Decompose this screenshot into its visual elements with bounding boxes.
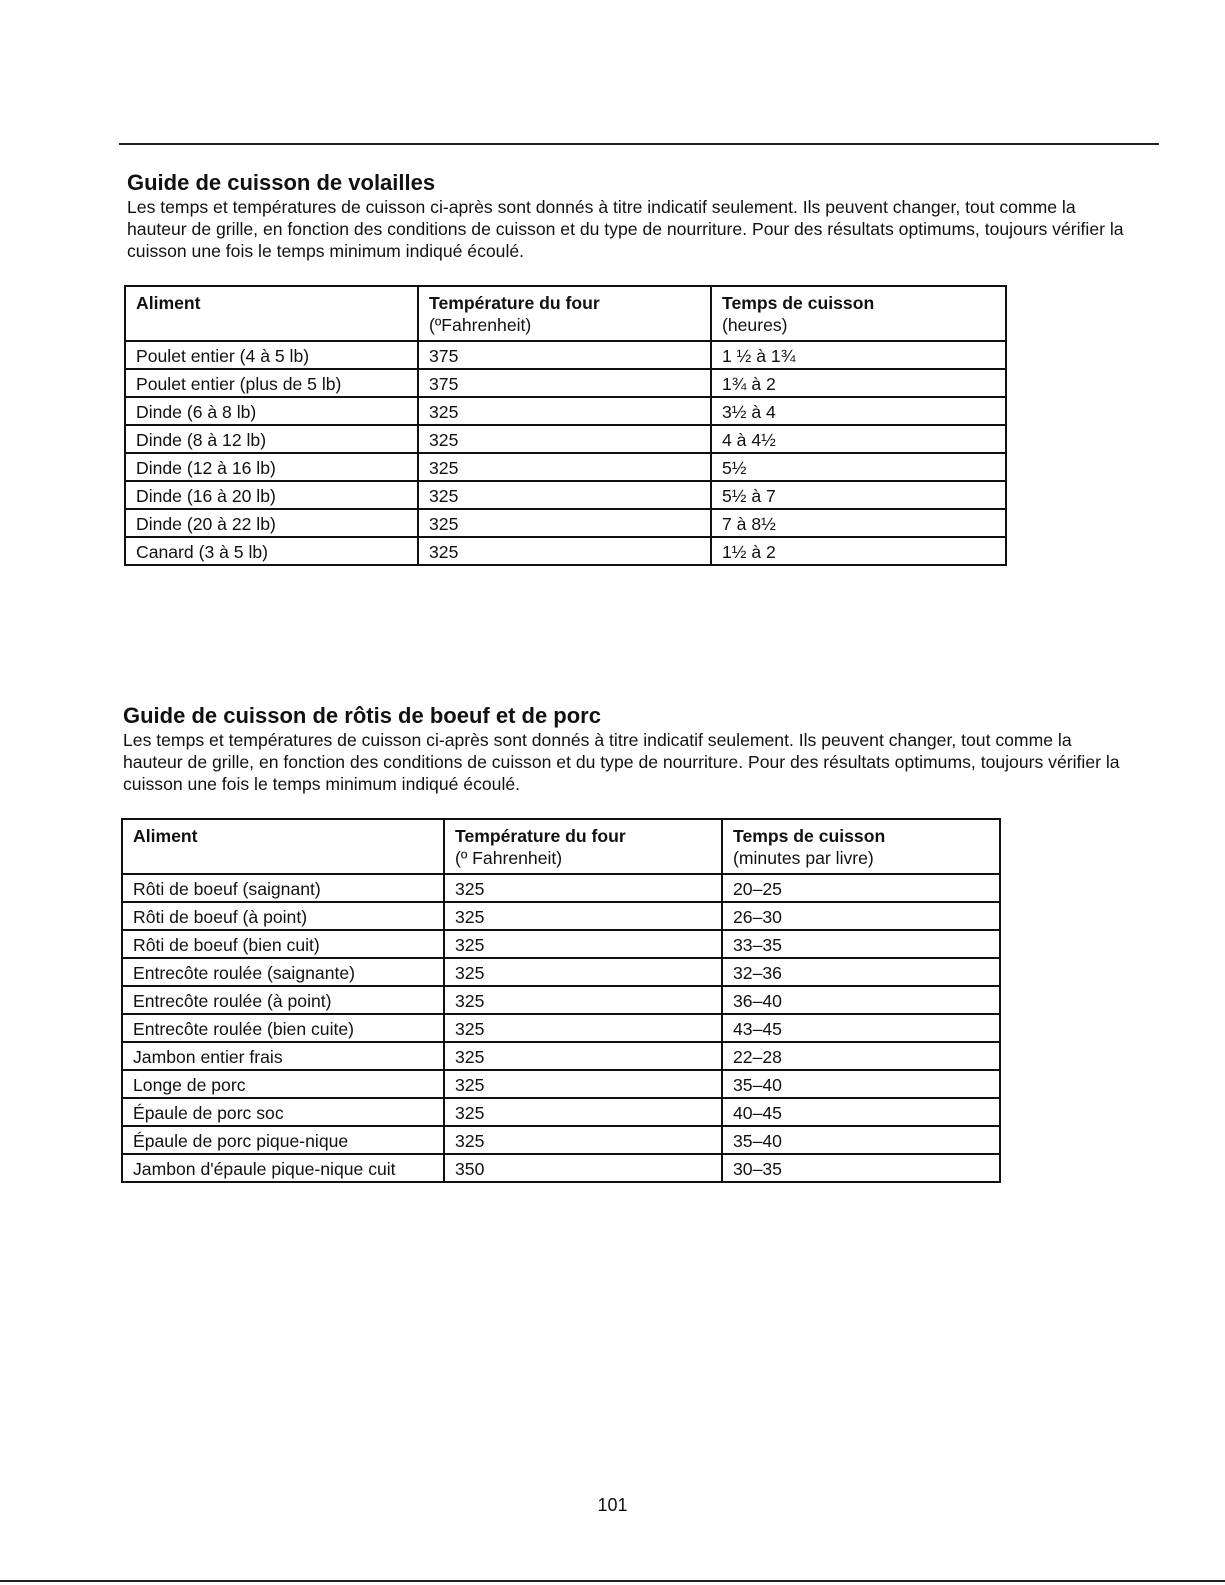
column-header-unit: (minutes par livre) xyxy=(733,848,874,868)
page-number: 101 xyxy=(597,1495,628,1515)
table-cell: Entrecôte roulée (saignante) xyxy=(122,958,444,986)
table-row xyxy=(122,1014,1000,1042)
column-header-label: Température du four xyxy=(429,293,600,313)
table-cell: 3½ à 4 xyxy=(711,397,1006,425)
table-cell: 22–28 xyxy=(722,1042,1000,1070)
column-header xyxy=(122,819,444,874)
table-row xyxy=(125,341,1006,369)
table-row xyxy=(125,509,1006,537)
column-header-label: Température du four xyxy=(455,826,626,846)
table-cell: Épaule de porc pique-nique xyxy=(122,1126,444,1154)
column-header-unit: (º Fahrenheit) xyxy=(455,848,563,868)
table-row xyxy=(122,930,1000,958)
poultry-title: Guide de cuisson de volailles xyxy=(127,170,436,195)
table-cell: 325 xyxy=(444,902,722,930)
table-row xyxy=(125,453,1006,481)
table-header-row xyxy=(122,819,1000,874)
table-row xyxy=(122,1070,1000,1098)
table-cell: 1 ½ à 1¾ xyxy=(711,341,1006,369)
column-header xyxy=(418,286,711,341)
table-cell: 325 xyxy=(444,1126,722,1154)
roasts-title: Guide de cuisson de rôtis de boeuf et de porc xyxy=(123,703,601,728)
table-cell: 325 xyxy=(444,1098,722,1126)
table-cell: 325 xyxy=(418,453,711,481)
table-row xyxy=(125,481,1006,509)
poultry-table xyxy=(124,285,1007,566)
column-header xyxy=(444,819,722,874)
table-cell: 32–36 xyxy=(722,958,1000,986)
table-cell: 20–25 xyxy=(722,874,1000,902)
table-cell: 325 xyxy=(444,930,722,958)
column-header xyxy=(711,286,1006,341)
table-row xyxy=(122,1098,1000,1126)
table-cell: 36–40 xyxy=(722,986,1000,1014)
table-cell: 325 xyxy=(444,1014,722,1042)
table-cell: 5½ à 7 xyxy=(711,481,1006,509)
table-cell: 375 xyxy=(418,369,711,397)
table-header-row xyxy=(125,286,1006,341)
table-row xyxy=(122,986,1000,1014)
table-row xyxy=(122,902,1000,930)
table-row xyxy=(125,397,1006,425)
table-cell: 375 xyxy=(418,341,711,369)
table-cell: 43–45 xyxy=(722,1014,1000,1042)
column-header xyxy=(722,819,1000,874)
table-row xyxy=(122,1126,1000,1154)
table-cell: Entrecôte roulée (à point) xyxy=(122,986,444,1014)
top-divider xyxy=(119,143,1159,145)
table-cell: Dinde (12 à 16 lb) xyxy=(125,453,418,481)
table-row xyxy=(122,1154,1000,1182)
table-row xyxy=(122,958,1000,986)
table-cell: 4 à 4½ xyxy=(711,425,1006,453)
table-cell: Dinde (16 à 20 lb) xyxy=(125,481,418,509)
column-header-unit: (heures) xyxy=(722,315,788,335)
table-cell: Dinde (20 à 22 lb) xyxy=(125,509,418,537)
table-cell: Canard (3 à 5 lb) xyxy=(125,537,418,565)
poultry-intro: Les temps et températures de cuisson ci-après sont donnés à titre indicatif seulement. Ils peuvent changer, tout comme la hauteur de grille, en fonction des conditions de cuisson et du type de nourriture. Pour des résultats optimums, toujours vérifier la cuisson une fois le temps minimum indiqué écoulé. xyxy=(127,197,1124,261)
column-header-label: Temps de cuisson xyxy=(733,826,886,846)
table-cell: Poulet entier (4 à 5 lb) xyxy=(125,341,418,369)
table-cell: 1½ à 2 xyxy=(711,537,1006,565)
table-cell: 325 xyxy=(444,1042,722,1070)
table-cell: Rôti de boeuf (à point) xyxy=(122,902,444,930)
column-header-label: Temps de cuisson xyxy=(722,293,875,313)
table-row xyxy=(125,369,1006,397)
roasts-intro: Les temps et températures de cuisson ci-après sont donnés à titre indicatif seulement. Ils peuvent changer, tout comme la hauteur de grille, en fonction des conditions de cuisson et du type de nourriture. Pour des résultats optimums, toujours vérifier la cuisson une fois le temps minimum indiqué écoulé. xyxy=(123,730,1120,794)
column-header xyxy=(125,286,418,341)
table-cell: 325 xyxy=(418,425,711,453)
table-cell: 325 xyxy=(444,874,722,902)
table-cell: Rôti de boeuf (bien cuit) xyxy=(122,930,444,958)
table-cell: Poulet entier (plus de 5 lb) xyxy=(125,369,418,397)
roasts-table xyxy=(121,818,1001,1183)
bottom-divider xyxy=(0,1580,1225,1582)
table-cell: 325 xyxy=(418,537,711,565)
table-row xyxy=(122,1042,1000,1070)
table-cell: 40–45 xyxy=(722,1098,1000,1126)
table-cell: 30–35 xyxy=(722,1154,1000,1182)
table-cell: 325 xyxy=(418,509,711,537)
table-cell: 350 xyxy=(444,1154,722,1182)
table-cell: 26–30 xyxy=(722,902,1000,930)
roasts-section xyxy=(123,703,1123,1183)
column-header-label: Aliment xyxy=(133,826,198,846)
table-cell: 325 xyxy=(444,958,722,986)
table-cell: 325 xyxy=(444,1070,722,1098)
table-row xyxy=(125,425,1006,453)
table-cell: Épaule de porc soc xyxy=(122,1098,444,1126)
column-header-label: Aliment xyxy=(136,293,201,313)
table-cell: 5½ xyxy=(711,453,1006,481)
table-cell: Jambon d'épaule pique-nique cuit xyxy=(122,1154,444,1182)
table-cell: 325 xyxy=(418,397,711,425)
table-cell: Longe de porc xyxy=(122,1070,444,1098)
table-cell: 35–40 xyxy=(722,1126,1000,1154)
table-cell: 325 xyxy=(418,481,711,509)
table-row xyxy=(122,874,1000,902)
table-cell: Entrecôte roulée (bien cuite) xyxy=(122,1014,444,1042)
table-cell: 1¾ à 2 xyxy=(711,369,1006,397)
table-cell: 35–40 xyxy=(722,1070,1000,1098)
column-header-unit: (ºFahrenheit) xyxy=(429,315,532,335)
table-cell: 7 à 8½ xyxy=(711,509,1006,537)
table-cell: 325 xyxy=(444,986,722,1014)
table-row xyxy=(125,537,1006,565)
table-cell: Dinde (6 à 8 lb) xyxy=(125,397,418,425)
poultry-section xyxy=(127,170,1127,566)
table-cell: Dinde (8 à 12 lb) xyxy=(125,425,418,453)
table-cell: Jambon entier frais xyxy=(122,1042,444,1070)
table-cell: Rôti de boeuf (saignant) xyxy=(122,874,444,902)
table-cell: 33–35 xyxy=(722,930,1000,958)
